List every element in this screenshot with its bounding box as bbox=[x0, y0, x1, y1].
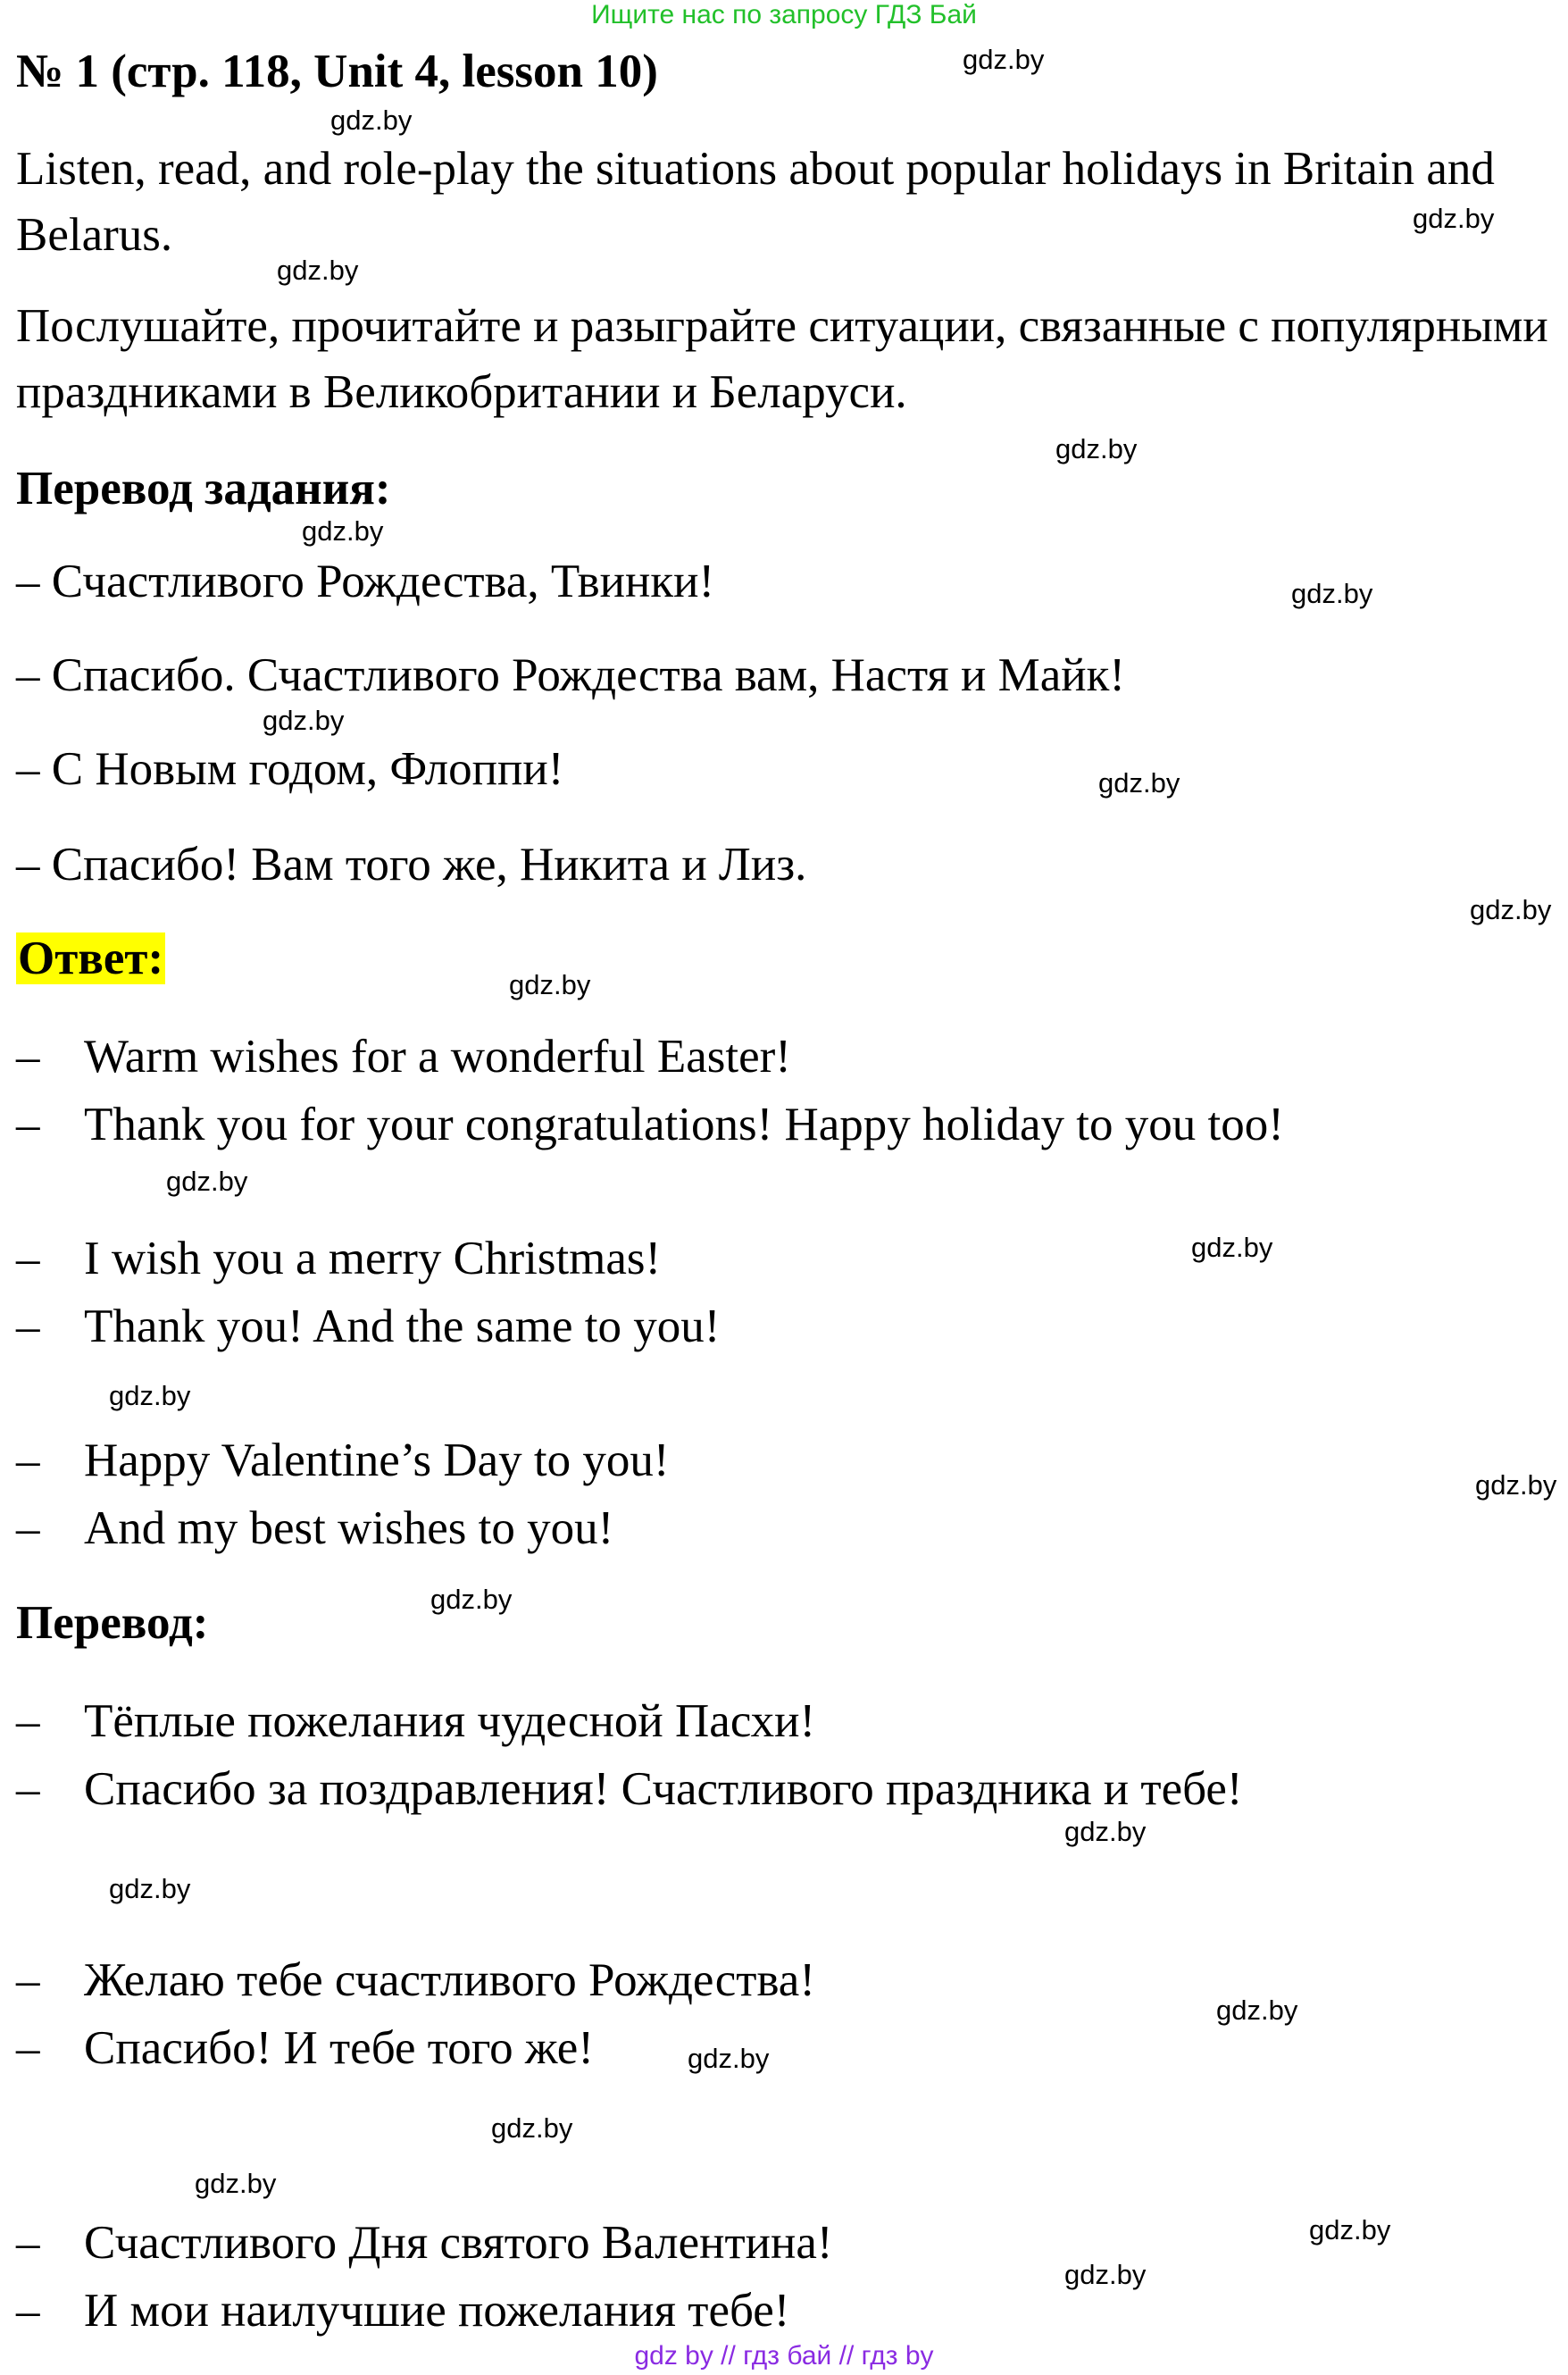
translation-line bbox=[16, 1693, 1534, 1749]
translation-line bbox=[16, 1761, 1534, 1817]
top-banner[interactable]: Ищите нас по запросу ГДЗ Бай bbox=[591, 0, 977, 29]
watermark: gdz.by bbox=[302, 515, 384, 547]
watermark: gdz.by bbox=[688, 2043, 770, 2074]
page-title: № 1 (стр. 118, Unit 4, lesson 10) bbox=[16, 46, 658, 97]
answer-line-text: And my best wishes to you! bbox=[84, 1502, 614, 1554]
translation-line-text: Желаю тебе счастливого Рождества! bbox=[84, 1954, 815, 2006]
answer-heading-text: Ответ: bbox=[18, 932, 164, 984]
watermark: gdz.by bbox=[1291, 578, 1373, 609]
translation-line bbox=[16, 2215, 1534, 2270]
watermark: gdz.by bbox=[1191, 1232, 1273, 1263]
watermark: gdz.by bbox=[1413, 203, 1495, 234]
dash-bullet: – bbox=[16, 1300, 40, 1352]
watermark: gdz.by bbox=[166, 1166, 248, 1197]
dash-bullet: – bbox=[16, 1695, 40, 1747]
watermark: gdz.by bbox=[1055, 433, 1138, 464]
answer-line bbox=[16, 1501, 1534, 1556]
dash-bullet: – bbox=[16, 1763, 40, 1815]
watermark: gdz.by bbox=[430, 1584, 513, 1615]
dash-bullet: – bbox=[16, 1099, 40, 1150]
watermark: gdz.by bbox=[509, 969, 591, 1000]
answer-line bbox=[16, 1097, 1534, 1152]
watermark: gdz.by bbox=[1475, 1469, 1557, 1501]
answer-line bbox=[16, 1299, 1534, 1354]
task-translation-line: – Счастливого Рождества, Твинки! bbox=[16, 556, 715, 607]
instruction-english: Listen, read, and role-play the situations about popular holidays in Britain and Belarus. bbox=[16, 143, 1495, 261]
answer-line bbox=[16, 1433, 1534, 1488]
watermark: gdz.by bbox=[1098, 767, 1180, 799]
watermark: gdz.by bbox=[491, 2112, 573, 2144]
watermark: gdz.by bbox=[330, 105, 413, 136]
task-translation-line: – Спасибо. Счастливого Рождества вам, Настя и Майк! bbox=[16, 649, 1126, 701]
translation-heading: Перевод: bbox=[16, 1597, 209, 1649]
translation-line-text: И мои наилучшие пожелания тебе! bbox=[84, 2285, 790, 2337]
translation-line bbox=[16, 2283, 1534, 2338]
dash-bullet: – bbox=[16, 1233, 40, 1284]
watermark: gdz.by bbox=[1309, 2214, 1391, 2245]
dash-bullet: – bbox=[16, 1434, 40, 1486]
watermark: gdz.by bbox=[109, 1873, 191, 1904]
dash-bullet: – bbox=[16, 1502, 40, 1554]
footer-links[interactable]: gdz by // гдз бай // гдз by bbox=[634, 2341, 934, 2371]
dash-bullet: – bbox=[16, 2022, 40, 2074]
dash-bullet: – bbox=[16, 1954, 40, 2006]
translation-line bbox=[16, 1953, 1534, 2008]
instruction-russian: Послушайте, прочитайте и разыграйте ситуации, связанные с популярными праздниками в Великобритании и Беларуси. bbox=[16, 300, 1548, 418]
answer-line-text: Happy Valentine’s Day to you! bbox=[84, 1434, 670, 1486]
translation-line-text: Счастливого Дня святого Валентина! bbox=[84, 2217, 833, 2269]
dash-bullet: – bbox=[16, 2285, 40, 2337]
answer-line bbox=[16, 1029, 1534, 1084]
watermark: gdz.by bbox=[1064, 2259, 1147, 2290]
watermark: gdz.by bbox=[1470, 894, 1552, 925]
watermark: gdz.by bbox=[1064, 1816, 1147, 1847]
task-translation-heading: Перевод задания: bbox=[16, 463, 391, 514]
watermark: gdz.by bbox=[277, 255, 359, 286]
answer-line-text: Thank you! And the same to you! bbox=[84, 1300, 721, 1352]
task-translation-line: – С Новым годом, Флоппи! bbox=[16, 743, 564, 795]
watermark: gdz.by bbox=[1216, 1994, 1298, 2026]
watermark: gdz.by bbox=[195, 2168, 277, 2199]
watermark: gdz.by bbox=[263, 705, 345, 736]
answer-line bbox=[16, 1231, 1534, 1286]
dash-bullet: – bbox=[16, 1031, 40, 1083]
dash-bullet: – bbox=[16, 2217, 40, 2269]
answer-line-text: Warm wishes for a wonderful Easter! bbox=[84, 1031, 791, 1083]
answer-heading bbox=[16, 931, 165, 986]
task-translation-line: – Спасибо! Вам того же, Никита и Лиз. bbox=[16, 839, 807, 891]
watermark: gdz.by bbox=[963, 44, 1045, 75]
translation-line-text: Спасибо! И тебе того же! bbox=[84, 2022, 594, 2074]
answer-line-text: Thank you for your congratulations! Happy holiday to you too! bbox=[84, 1099, 1284, 1150]
watermark: gdz.by bbox=[109, 1380, 191, 1411]
translation-line bbox=[16, 2020, 1534, 2076]
answer-line-text: I wish you a merry Christmas! bbox=[84, 1233, 662, 1284]
translation-line-text: Спасибо за поздравления! Счастливого праздника и тебе! bbox=[84, 1763, 1243, 1815]
translation-line-text: Тёплые пожелания чудесной Пасхи! bbox=[84, 1695, 816, 1747]
